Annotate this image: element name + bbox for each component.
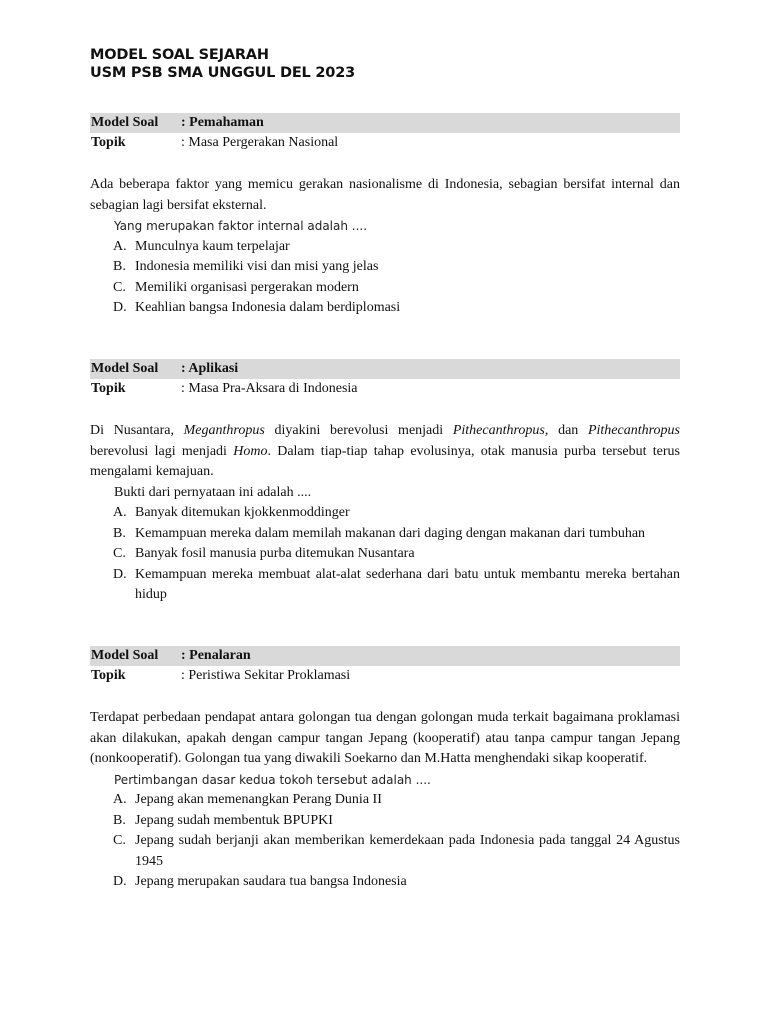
model-value: : Penalaran	[181, 648, 251, 663]
model-row	[90, 113, 680, 133]
option-text: Kemampuan mereka dalam memilah makanan dari daging dengan makanan dari tumbuhan	[135, 525, 646, 541]
option-letter: D.	[113, 566, 127, 582]
model-row	[90, 359, 680, 379]
topic-label: Topik	[91, 135, 126, 150]
question-prompt: Pertimbangan dasar kedua tokoh tersebut adalah ....	[114, 772, 431, 787]
title-line-2: USM PSB SMA UNGGUL DEL 2023	[90, 65, 355, 81]
option-text: Banyak fosil manusia purba ditemukan Nusantara	[135, 546, 415, 561]
model-value: : Pemahaman	[181, 115, 264, 130]
option-b	[90, 811, 680, 832]
option-letter: B.	[113, 259, 126, 274]
option-d	[90, 298, 680, 319]
option-letter: C.	[113, 279, 126, 295]
option-a	[90, 503, 680, 524]
topic-label: Topik	[91, 668, 126, 683]
stem-text: diyakini berevolusi menjadi	[264, 423, 453, 438]
title-line-1: MODEL SOAL SEJARAH	[90, 47, 269, 63]
model-value: : Aplikasi	[181, 361, 239, 376]
option-c	[90, 278, 680, 299]
option-text: Jepang akan memenangkan Perang Dunia II	[135, 792, 382, 807]
option-text: Munculnya kaum terpelajar	[135, 238, 290, 254]
option-letter: D.	[113, 874, 127, 889]
option-text: Jepang sudah membentuk BPUPKI	[135, 812, 333, 828]
option-b	[90, 257, 680, 278]
option-letter: C.	[113, 546, 126, 561]
topic-value: : Masa Pergerakan Nasional	[181, 135, 339, 150]
option-letter: B.	[113, 525, 126, 541]
stem-term: Homo	[233, 443, 268, 459]
option-c	[90, 831, 680, 872]
question-section-1	[90, 113, 680, 319]
stem-text: . Dalam tiap-tiap tahap evolusinya, otak manusia purba tersebut terus mengalami kemajuan.	[90, 443, 680, 479]
stem-text: berevolusi lagi menjadi	[90, 443, 234, 459]
question-prompt: Bukti dari pernyataan ini adalah ....	[114, 484, 312, 500]
topic-row	[90, 379, 680, 399]
option-text: Jepang sudah berjanji akan memberikan kemerdekaan pada Indonesia pada tanggal 24 Agustus 1945	[135, 833, 680, 869]
topic-label: Topik	[91, 381, 126, 396]
option-text: Memiliki organisasi pergerakan modern	[135, 279, 359, 295]
topic-value: : Masa Pra-Aksara di Indonesia	[181, 381, 358, 396]
option-letter: A.	[113, 238, 127, 254]
option-text: Jepang merupakan saudara tua bangsa Indonesia	[135, 874, 407, 889]
option-list	[90, 503, 680, 606]
question-section-3	[90, 646, 680, 893]
option-d	[90, 872, 680, 893]
option-a	[90, 237, 680, 258]
option-text: Keahlian bangsa Indonesia dalam berdiplomasi	[135, 300, 401, 315]
option-letter: B.	[113, 812, 126, 828]
topic-row	[90, 133, 680, 153]
option-list	[90, 237, 680, 319]
option-letter: C.	[113, 833, 126, 848]
option-letter: D.	[113, 300, 127, 315]
topic-value: : Peristiwa Sekitar Proklamasi	[181, 668, 351, 683]
stem-term: Pithecanthropus	[587, 423, 680, 438]
option-text: Kemampuan mereka membuat alat-alat sederhana dari batu untuk membantu mereka bertahan hidup	[135, 566, 680, 602]
model-label: Model Soal	[91, 361, 159, 376]
question-prompt: Yang merupakan faktor internal adalah ....	[114, 219, 368, 233]
topic-row	[90, 666, 680, 686]
question-section-2	[90, 359, 680, 606]
document-title	[90, 46, 355, 82]
model-row	[90, 646, 680, 666]
stem-term: Pithecanthropus	[452, 423, 545, 438]
question-stem: Terdapat perbedaan pendapat antara golongan tua dengan golongan muda terkait bagaimana proklamasi akan dilakukan, apakah dengan campur tangan Jepang (kooperatif) atau tanpa campur tangan Jepang (nonkooperatif). Golongan tua yang diwakili Soekarno dan M.Hatta menghendaki sikap kooperatif.	[90, 710, 680, 766]
option-list	[90, 790, 680, 893]
option-letter: A.	[113, 792, 127, 807]
model-label: Model Soal	[91, 115, 159, 130]
question-stem	[90, 421, 680, 483]
option-c	[90, 544, 680, 565]
option-text: Indonesia memiliki visi dan misi yang jelas	[135, 259, 379, 274]
option-d	[90, 565, 680, 606]
option-a	[90, 790, 680, 811]
stem-term: Meganthropus	[183, 423, 265, 438]
option-letter: A.	[113, 505, 127, 520]
model-label: Model Soal	[91, 648, 159, 663]
stem-text: Di Nusantara,	[90, 423, 184, 438]
option-text: Banyak ditemukan kjokkenmoddinger	[135, 505, 350, 520]
option-b	[90, 524, 680, 545]
stem-text: , dan	[544, 423, 588, 438]
question-stem: Ada beberapa faktor yang memicu gerakan nasionalisme di Indonesia, sebagian bersifat internal dan sebagian lagi bersifat eksternal.	[90, 177, 680, 213]
